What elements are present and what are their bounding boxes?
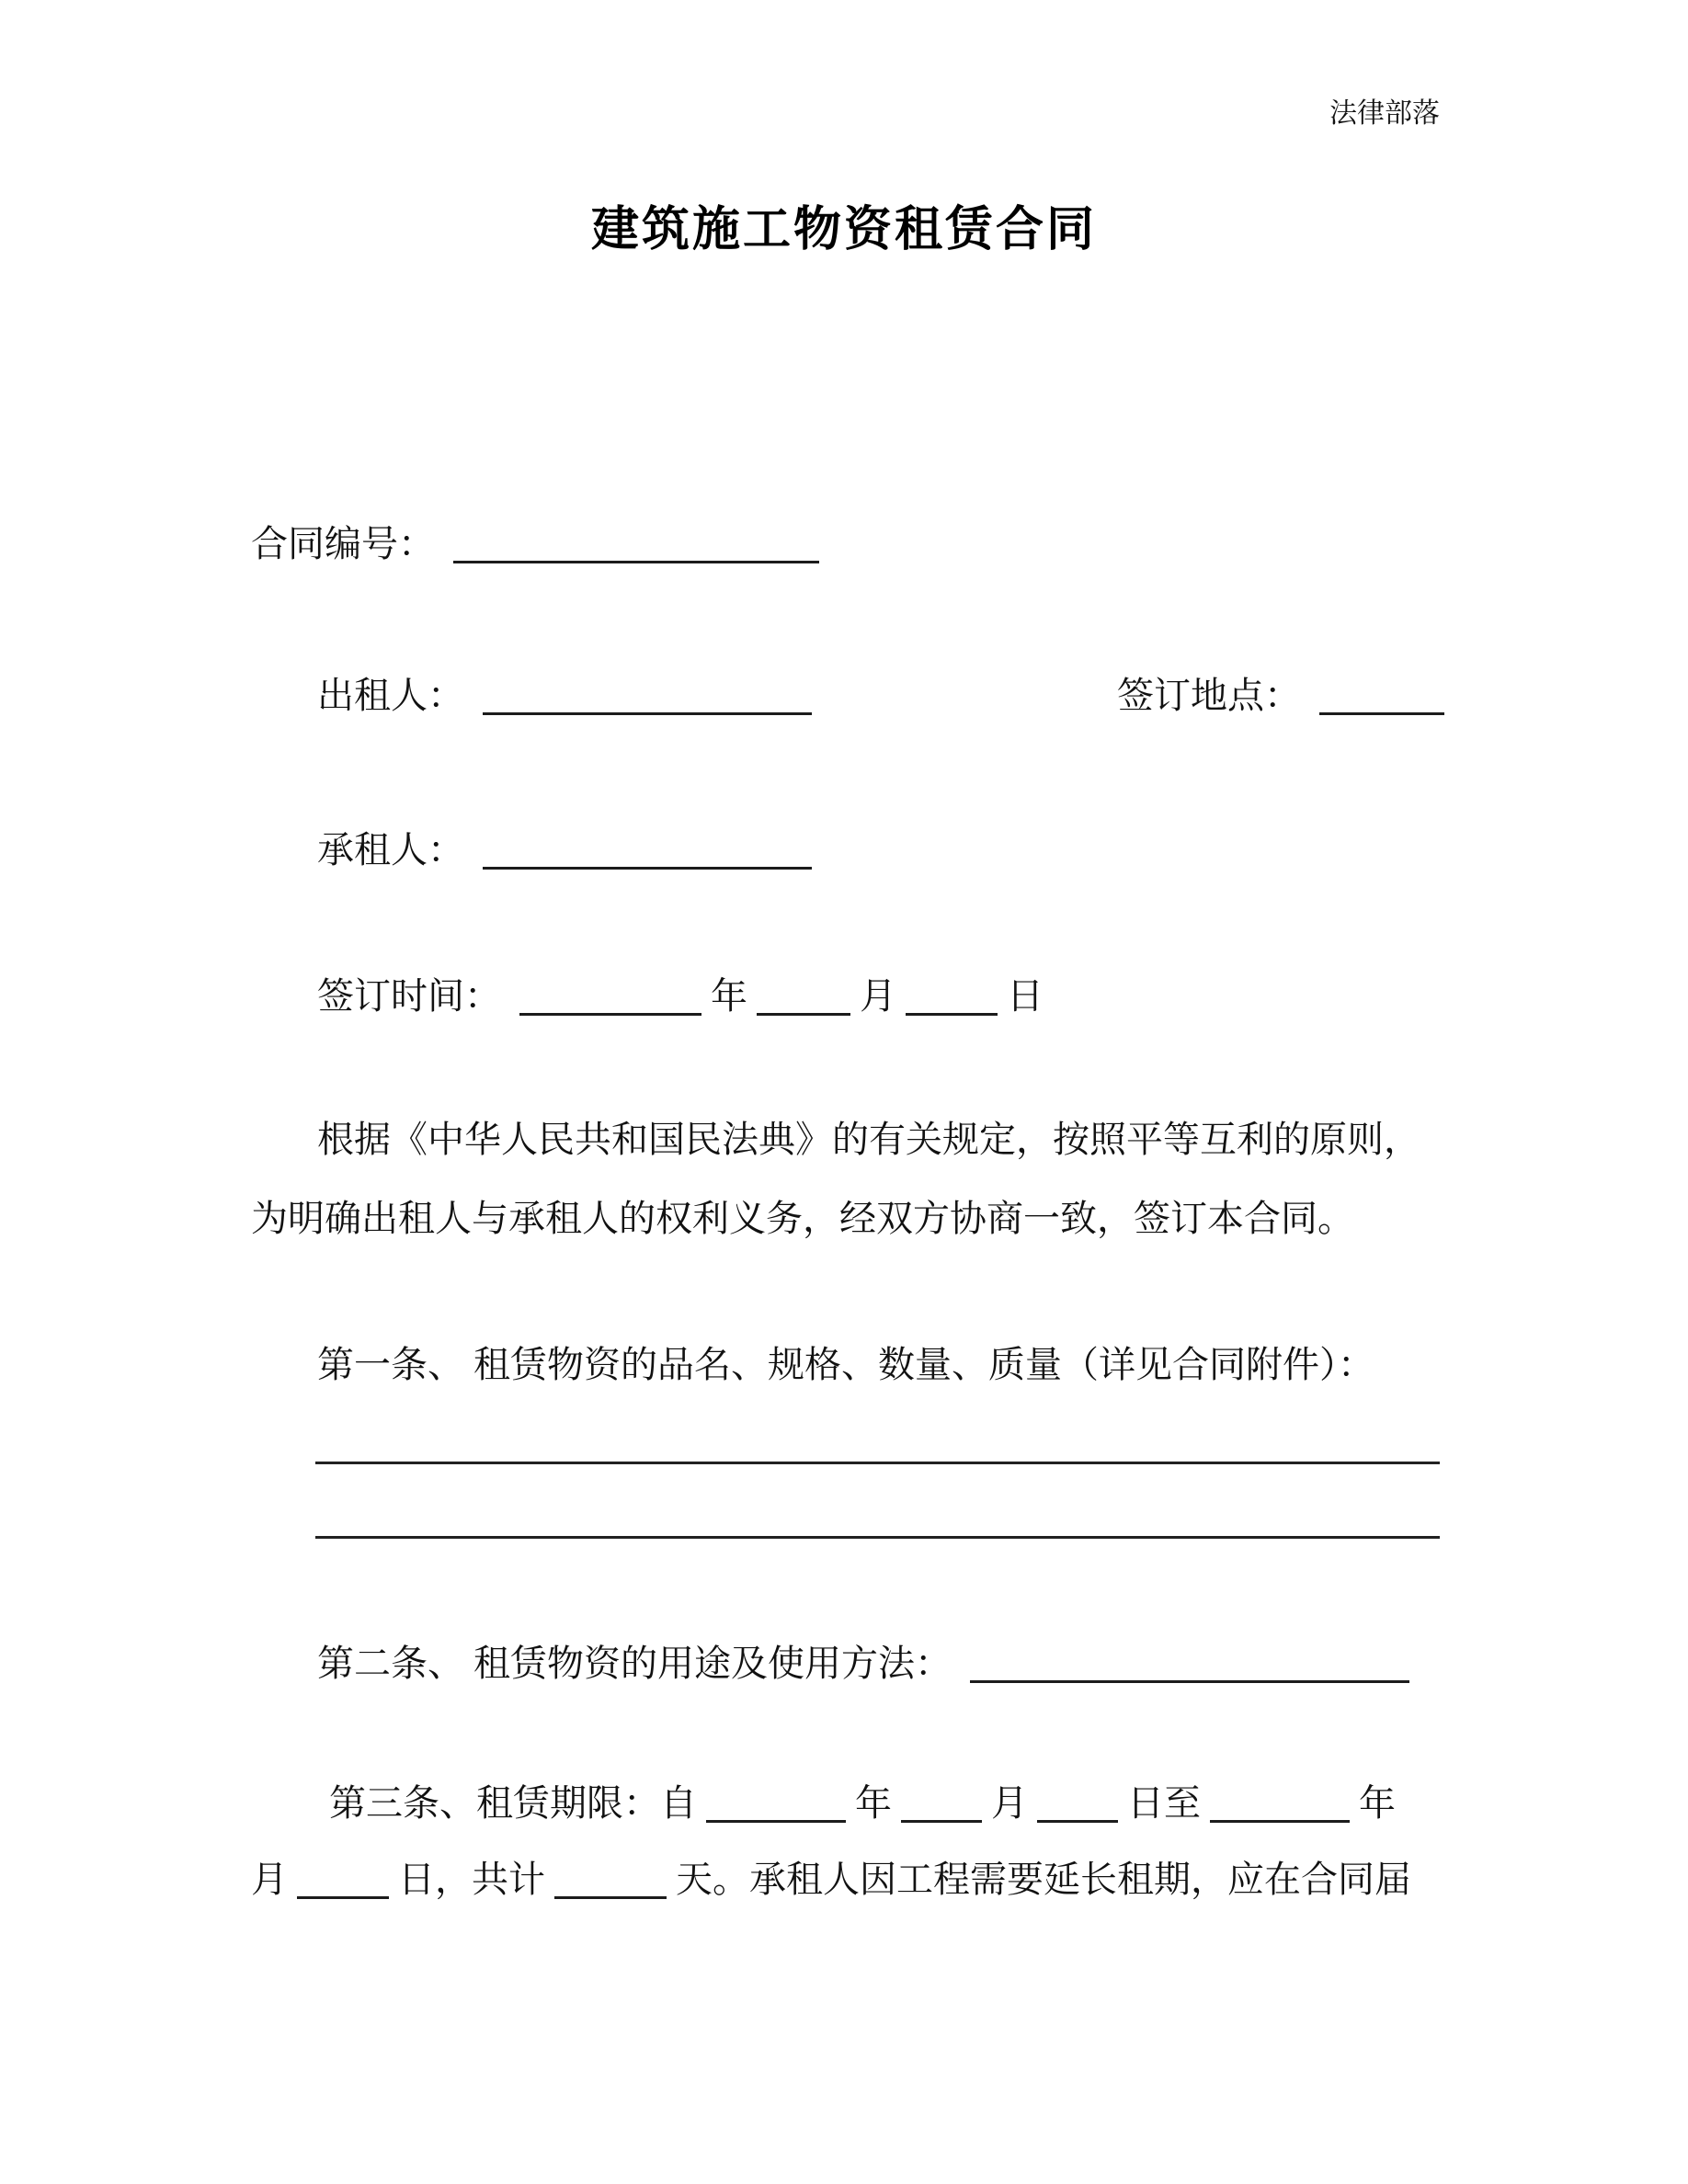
lessor-line — [317, 670, 812, 722]
clause1-fill-line-2 — [315, 1536, 1440, 1539]
clause3-from-year-blank — [706, 1780, 846, 1823]
brand-text: 法律部落 — [1329, 98, 1440, 129]
intro-line-1: 根据《中华人民共和国民法典》的有关规定，按照平等互利的原则， — [317, 1119, 1420, 1160]
clause3-l2-p1: 月 — [251, 1859, 288, 1900]
clause3-l1-p4: 日至 — [1127, 1782, 1201, 1824]
lessor-blank — [483, 672, 812, 715]
clause3-to-day-blank — [297, 1856, 389, 1899]
clause3-to-year-blank — [1210, 1780, 1350, 1823]
clause3-l1-p2: 年 — [855, 1782, 892, 1824]
clause3-l1-p3: 月 — [991, 1782, 1028, 1824]
year-label: 年 — [711, 975, 747, 1017]
contract-no-blank — [453, 520, 819, 563]
intro-line-2: 为明确出租人与承租人的权利义务，经双方协商一致，签订本合同。 — [251, 1198, 1354, 1239]
clause3-l1-p5: 年 — [1359, 1782, 1396, 1824]
clause3-line-2 — [251, 1854, 1411, 1905]
clause3-l1-p1: 第三条、租赁期限：自 — [329, 1782, 697, 1824]
clause3-l2-p2: 日，共计 — [398, 1859, 545, 1900]
clause2-line — [317, 1638, 1409, 1689]
lessee-line — [317, 825, 812, 876]
sign-time-month-blank — [757, 973, 850, 1016]
clause2-blank — [970, 1640, 1409, 1683]
clause3-total-days-blank — [554, 1856, 667, 1899]
contract-no-line — [251, 518, 819, 570]
lessee-blank — [483, 826, 812, 870]
sign-time-line — [317, 971, 1044, 1022]
sign-place-label: 签订地点： — [1117, 675, 1301, 716]
day-label: 日 — [1007, 975, 1044, 1017]
sign-time-day-blank — [906, 973, 998, 1016]
sign-place-blank — [1319, 672, 1444, 715]
clause3-line-1 — [329, 1778, 1396, 1829]
lessee-label: 承租人： — [317, 829, 464, 870]
sign-time-year-blank — [519, 973, 701, 1016]
contract-no-label: 合同编号： — [251, 523, 435, 564]
sign-time-label: 签订时间： — [317, 975, 501, 1017]
clause2-label: 第二条、 租赁物资的用途及使用方法： — [317, 1643, 952, 1684]
clause1-fill-line-1 — [315, 1462, 1440, 1464]
clause1-text: 第一条、 租赁物资的品名、规格、数量、质量（详见合同附件）： — [317, 1344, 1374, 1385]
month-label: 月 — [860, 975, 896, 1017]
sign-place-line — [1117, 670, 1444, 722]
clause3-from-day-blank — [1037, 1780, 1118, 1823]
clause3-from-month-blank — [901, 1780, 982, 1823]
page-title: 建筑施工物资租赁合同 — [590, 204, 1097, 256]
clause3-l2-p3: 天。承租人因工程需要延长租期，应在合同届 — [676, 1859, 1411, 1900]
lessor-label: 出租人： — [317, 675, 464, 716]
